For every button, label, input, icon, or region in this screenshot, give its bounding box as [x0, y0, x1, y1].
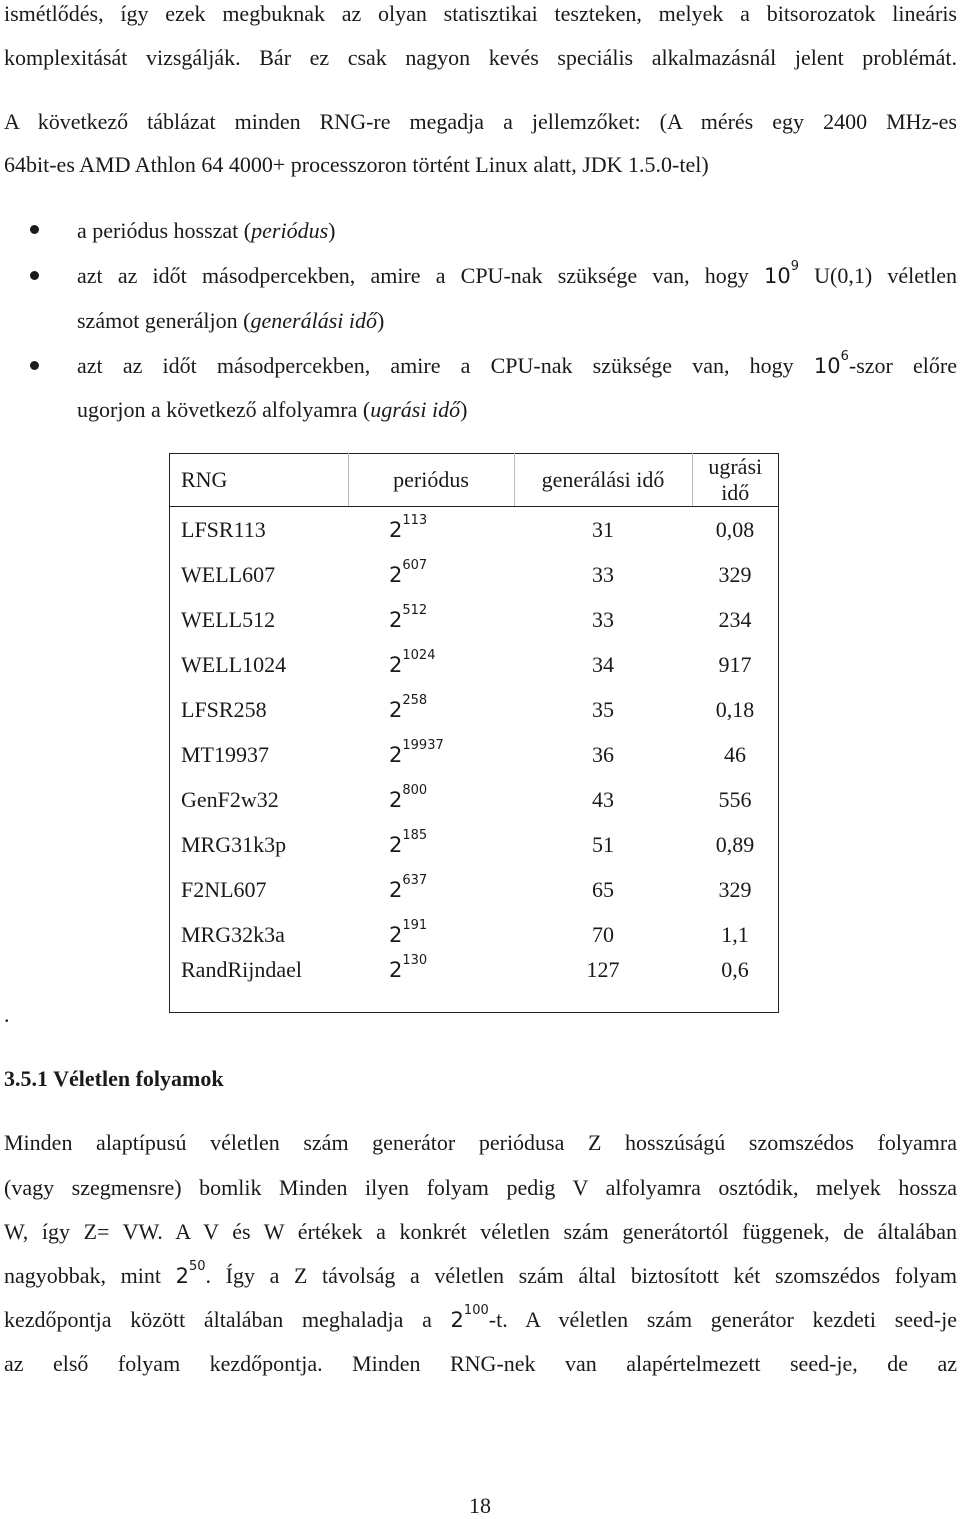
- table-row: [170, 642, 779, 687]
- cell-gen-time: 65: [592, 876, 614, 902]
- column-header-rng: RNG: [170, 454, 349, 507]
- bullet-item-jump-time-cont: ugorjon a következő alfolyamra (ugrási idő): [77, 397, 468, 422]
- table-header-row: [170, 454, 779, 507]
- cell-period: [348, 687, 514, 732]
- math-power: $2^{637}$: [389, 872, 428, 902]
- bullet-text: ): [328, 218, 336, 243]
- cell-gen-time: 43: [592, 786, 614, 812]
- cell-gen-time: 35: [592, 696, 614, 722]
- cell-rng: MT19937: [181, 741, 269, 767]
- cell-period: [348, 642, 514, 687]
- bullet-item-jump-time: [77, 349, 957, 379]
- cell-period: [348, 507, 514, 553]
- cell-rng: MRG31k3p: [181, 831, 287, 857]
- cell-period: [348, 597, 514, 642]
- cell-rng: WELL1024: [181, 651, 287, 677]
- cell-jump-time: 917: [718, 651, 752, 677]
- table-row: [170, 552, 779, 597]
- math-power: $2^{191}$: [389, 917, 428, 947]
- table-row: [170, 822, 779, 867]
- section-line-5: kezdőpontja között általában meghaladja a $2^{100}-t$. A véletlen szám generátor kezdeti seed-je: [4, 1303, 958, 1332]
- cell-rng: RandRijndael: [181, 957, 302, 982]
- cell-rng: LFSR113: [181, 516, 266, 542]
- math-power: $2^{130}$: [389, 953, 428, 982]
- column-header-period: periódus: [348, 454, 514, 507]
- math-power: $2^{607}$: [389, 557, 428, 587]
- cell-period: [348, 822, 514, 867]
- table-row: [170, 912, 779, 957]
- section-heading: 3.5.1 Véletlen folyamok: [4, 1066, 224, 1091]
- cell-rng: GenF2w32: [181, 786, 279, 812]
- bullet-item-gen-time-cont: számot generáljon (generálási idő): [77, 308, 385, 333]
- bullet-dot-icon: [30, 225, 39, 234]
- bullet-dot-icon: [30, 271, 39, 280]
- cell-rng: MRG32k3a: [181, 921, 285, 947]
- stray-dot: .: [4, 1002, 10, 1027]
- cell-gen-time: 36: [592, 741, 614, 767]
- bullet-text: azt az időt másodpercekben, amire a CPU-nak szüksége van, hogy: [77, 353, 794, 378]
- cell-gen-time: 31: [592, 516, 614, 542]
- bullet-text: -szor előre: [848, 353, 957, 378]
- math-power: $2^{100}$: [450, 1303, 489, 1332]
- cell-rng: WELL607: [181, 561, 276, 587]
- bullet-text: U(0,1) véletlen: [814, 263, 958, 288]
- bullet-item-period: [77, 218, 335, 244]
- cell-rng: F2NL607: [181, 876, 267, 902]
- bullet-emphasis: periódus: [251, 218, 329, 243]
- math-power: $2^{512}$: [389, 602, 428, 632]
- bullet-dot-icon: [30, 361, 39, 370]
- section-line-3: W, így Z= VW. A V és W értékek a konkrét véletlen szám generátortól függenek, de általában: [4, 1219, 957, 1244]
- cell-gen-time: 70: [592, 921, 614, 947]
- cell-jump-time: 0,18: [715, 696, 755, 722]
- math-power: $10^9$: [763, 259, 799, 288]
- cell-jump-time: 0,08: [715, 516, 755, 542]
- math-power: $2^{258}$: [389, 692, 428, 722]
- cell-jump-time: 556: [718, 786, 752, 812]
- cell-period: [348, 912, 514, 957]
- table-row: [170, 867, 779, 912]
- page-number: 18: [469, 1493, 491, 1518]
- cell-jump-time: 46: [724, 741, 746, 767]
- intro-line-2: komplexitását vizsgálják. Bár ez csak nagyon kevés speciális alkalmazásnál jelent problémát.: [4, 45, 957, 70]
- cell-gen-time: 34: [592, 651, 614, 677]
- bullet-text: azt az időt másodpercekben, amire a CPU-nak szüksége van, hogy: [77, 263, 749, 288]
- column-header-gen-time: generálási idő: [514, 454, 692, 507]
- column-header-jump-time: ugrási idő: [692, 454, 779, 507]
- cell-rng: LFSR258: [181, 696, 267, 722]
- table-row: [170, 732, 779, 777]
- section-line-1: Minden alaptípusú véletlen szám generátor periódusa Z hosszúságú szomszédos folyamra: [4, 1130, 957, 1155]
- cell-jump-time: 234: [718, 606, 752, 632]
- bullet-text: a periódus hosszat (: [77, 218, 252, 243]
- bullet-item-gen-time: [77, 259, 958, 289]
- intro-line-4: 64bit-es AMD Athlon 64 4000+ processzoron történt Linux alatt, JDK 1.5.0-tel): [4, 152, 709, 177]
- table-row: [170, 687, 779, 732]
- cell-period: [348, 732, 514, 777]
- math-power: $2^{185}$: [389, 827, 428, 857]
- cell-jump-time: 329: [718, 561, 752, 587]
- cell-gen-time: 127: [586, 957, 620, 982]
- table-row: [170, 507, 779, 553]
- cell-period: [348, 867, 514, 912]
- math-power: $2^{50}$: [175, 1259, 206, 1288]
- cell-jump-time: 1,1: [721, 921, 749, 947]
- cell-period: [348, 552, 514, 597]
- cell-period: [348, 953, 514, 1013]
- math-power: $10^6$: [813, 349, 849, 378]
- cell-gen-time: 33: [592, 561, 614, 587]
- math-power: $2^{800}$: [389, 782, 428, 812]
- table-row: [170, 777, 779, 822]
- section-line-6: az első folyam kezdőpontja. Minden RNG-nek van alapértelmezett seed-je, de az: [4, 1351, 957, 1376]
- section-line-4: nagyobbak, mint $2^{50}$. Így a Z távolság a véletlen szám által biztosított két szomszédos folyam: [4, 1259, 958, 1288]
- intro-line-3: A következő táblázat minden RNG-re megadja a jellemzőket: (A mérés egy 2400 MHz-es: [4, 109, 957, 134]
- cell-jump-time: 0,89: [715, 831, 755, 857]
- math-power: $2^{113}$: [389, 512, 428, 542]
- rng-table: [169, 453, 779, 1013]
- cell-gen-time: 51: [592, 831, 614, 857]
- math-power: $2^{19937}$: [389, 737, 444, 767]
- cell-period: [348, 777, 514, 822]
- table-row: [170, 597, 779, 642]
- cell-gen-time: 33: [592, 606, 614, 632]
- cell-rng: WELL512: [181, 606, 276, 632]
- table-row: [170, 957, 779, 1013]
- math-power: $2^{1024}$: [389, 647, 436, 677]
- section-line-2: (vagy szegmensre) bomlik Minden ilyen folyam pedig V alfolyamra osztódik, melyek hossza: [4, 1175, 957, 1200]
- cell-jump-time: 329: [718, 876, 752, 902]
- cell-jump-time: 0,6: [721, 957, 749, 982]
- intro-line-1: ismétlődés, így ezek megbuknak az olyan statisztikai teszteken, melyek a bitsorozatok lineáris: [4, 1, 957, 26]
